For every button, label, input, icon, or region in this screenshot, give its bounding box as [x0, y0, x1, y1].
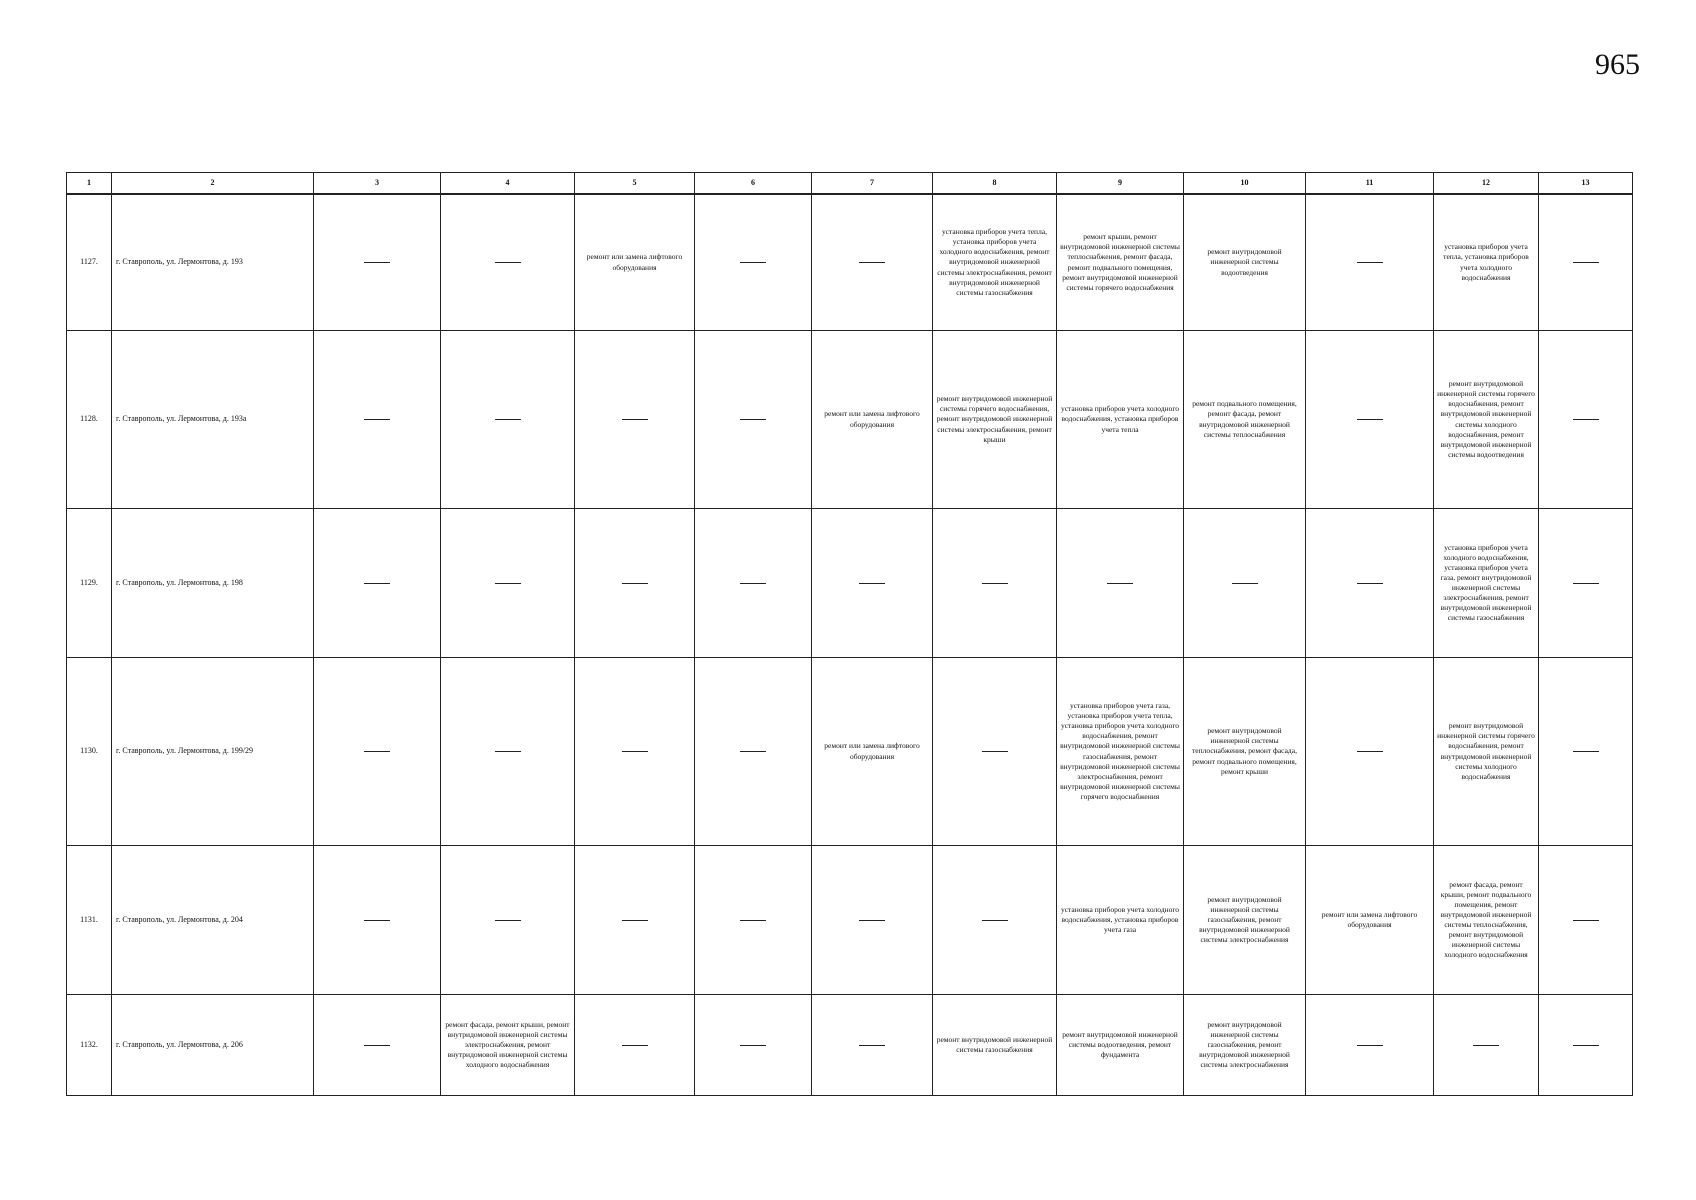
cell-col-8: ремонт внутридомовой инженерной системы газоснабжения [933, 995, 1057, 1096]
cell-col-3 [314, 846, 441, 995]
column-header: 2 [112, 173, 314, 195]
table-row [67, 331, 1633, 509]
cell-col-12: установка приборов учета тепла, установка приборов учета холодного водоснабжения [1434, 194, 1539, 331]
address-cell: г. Ставрополь, ул. Лермонтова, д. 206 [112, 995, 314, 1096]
table-row [67, 194, 1633, 331]
cell-col-11: ремонт или замена лифтового оборудования [1306, 846, 1434, 995]
cell-col-10: ремонт подвального помещения, ремонт фасада, ремонт внутридомовой инженерной системы теплоснабжения [1184, 331, 1306, 509]
cell-col-13 [1539, 658, 1633, 846]
cell-col-8: ремонт внутридомовой инженерной системы горячего водоснабжения, ремонт внутридомовой инженерной системы электроснабжения, ремонт крыши [933, 331, 1057, 509]
column-header: 1 [67, 173, 112, 195]
empty-dash [982, 920, 1008, 921]
empty-dash [982, 751, 1008, 752]
empty-dash [622, 583, 648, 584]
cell-col-4 [441, 194, 575, 331]
cell-col-10 [1184, 509, 1306, 658]
row-number: 1131. [67, 846, 112, 995]
empty-dash [1232, 583, 1258, 584]
cell-col-5 [575, 846, 695, 995]
empty-dash [1573, 262, 1599, 263]
address-cell: г. Ставрополь, ул. Лермонтова, д. 199/29 [112, 658, 314, 846]
empty-dash [1473, 1045, 1499, 1046]
empty-dash [1573, 920, 1599, 921]
empty-dash [495, 920, 521, 921]
column-header: 3 [314, 173, 441, 195]
cell-col-11 [1306, 995, 1434, 1096]
empty-dash [1357, 1045, 1383, 1046]
column-header: 5 [575, 173, 695, 195]
column-header: 13 [1539, 173, 1633, 195]
empty-dash [859, 583, 885, 584]
page-number: 965 [1595, 48, 1640, 81]
empty-dash [1573, 583, 1599, 584]
cell-col-6 [695, 194, 812, 331]
cell-col-4 [441, 331, 575, 509]
column-header: 8 [933, 173, 1057, 195]
address-cell: г. Ставрополь, ул. Лермонтова, д. 204 [112, 846, 314, 995]
cell-col-4 [441, 658, 575, 846]
empty-dash [1573, 751, 1599, 752]
table-body [67, 194, 1633, 1096]
cell-col-8: установка приборов учета тепла, установка приборов учета холодного водоснабжения, ремонт внутридомовой инженерной системы электроснабжения, ремонт внутридомовой инженерной системы газоснабжения [933, 194, 1057, 331]
empty-dash [1107, 583, 1133, 584]
column-header: 9 [1057, 173, 1184, 195]
cell-col-6 [695, 846, 812, 995]
cell-col-9: ремонт крыши, ремонт внутридомовой инженерной системы теплоснабжения, ремонт фасада, ремонт подвального помещения, ремонт внутридомовой инженерной системы горячего водоснабжения [1057, 194, 1184, 331]
cell-col-10: ремонт внутридомовой инженерной системы газоснабжения, ремонт внутридомовой инженерной системы электроснабжения [1184, 995, 1306, 1096]
empty-dash [364, 920, 390, 921]
cell-col-9: установка приборов учета холодного водоснабжения, установка приборов учета газа [1057, 846, 1184, 995]
empty-dash [495, 419, 521, 420]
column-header: 10 [1184, 173, 1306, 195]
cell-col-13 [1539, 509, 1633, 658]
empty-dash [740, 920, 766, 921]
empty-dash [1357, 583, 1383, 584]
cell-col-5 [575, 995, 695, 1096]
cell-col-7 [812, 846, 933, 995]
empty-dash [364, 751, 390, 752]
cell-col-8 [933, 846, 1057, 995]
table-header [67, 173, 1633, 195]
cell-col-7 [812, 509, 933, 658]
empty-dash [622, 1045, 648, 1046]
cell-col-8 [933, 658, 1057, 846]
table-row [67, 846, 1633, 995]
work-schedule-table [66, 172, 1633, 1096]
empty-dash [495, 262, 521, 263]
empty-dash [740, 583, 766, 584]
address-cell: г. Ставрополь, ул. Лермонтова, д. 193 [112, 194, 314, 331]
cell-col-12: установка приборов учета холодного водоснабжения, установка приборов учета газа, ремонт внутридомовой инженерной системы электроснабжения, ремонт внутридомовой инженерной системы газоснабжения [1434, 509, 1539, 658]
cell-col-5: ремонт или замена лифтового оборудования [575, 194, 695, 331]
cell-col-6 [695, 331, 812, 509]
table-row [67, 509, 1633, 658]
empty-dash [1357, 751, 1383, 752]
cell-col-13 [1539, 846, 1633, 995]
cell-col-12 [1434, 995, 1539, 1096]
cell-col-7: ремонт или замена лифтового оборудования [812, 331, 933, 509]
empty-dash [740, 1045, 766, 1046]
cell-col-3 [314, 331, 441, 509]
empty-dash [740, 262, 766, 263]
column-header: 4 [441, 173, 575, 195]
empty-dash [622, 419, 648, 420]
empty-dash [364, 419, 390, 420]
cell-col-9 [1057, 509, 1184, 658]
empty-dash [495, 751, 521, 752]
cell-col-10: ремонт внутридомовой инженерной системы водоотведения [1184, 194, 1306, 331]
cell-col-3 [314, 194, 441, 331]
cell-col-13 [1539, 194, 1633, 331]
address-cell: г. Ставрополь, ул. Лермонтова, д. 198 [112, 509, 314, 658]
empty-dash [982, 583, 1008, 584]
table-row [67, 658, 1633, 846]
cell-col-5 [575, 658, 695, 846]
column-number-row [67, 173, 1633, 195]
cell-col-9: ремонт внутридомовой инженерной системы водоотведения, ремонт фундамента [1057, 995, 1184, 1096]
cell-col-12: ремонт внутридомовой инженерной системы горячего водоснабжения, ремонт внутридомовой инженерной системы холодного водоснабжения [1434, 658, 1539, 846]
row-number: 1132. [67, 995, 112, 1096]
cell-col-8 [933, 509, 1057, 658]
cell-col-11 [1306, 331, 1434, 509]
cell-col-11 [1306, 658, 1434, 846]
cell-col-7: ремонт или замена лифтового оборудования [812, 658, 933, 846]
row-number: 1130. [67, 658, 112, 846]
cell-col-9: установка приборов учета газа, установка приборов учета тепла, установка приборов учета холодного водоснабжения, ремонт внутридомовой инженерной системы газоснабжения, ремонт внутридомовой инженерной системы электроснабжения, ремонт внутридомовой инженерной системы горячего водоснабжения [1057, 658, 1184, 846]
row-number: 1129. [67, 509, 112, 658]
empty-dash [364, 583, 390, 584]
empty-dash [859, 1045, 885, 1046]
cell-col-13 [1539, 331, 1633, 509]
empty-dash [740, 419, 766, 420]
column-header: 11 [1306, 173, 1434, 195]
table-row [67, 995, 1633, 1096]
cell-col-4 [441, 509, 575, 658]
empty-dash [622, 751, 648, 752]
cell-col-6 [695, 995, 812, 1096]
empty-dash [364, 262, 390, 263]
address-cell: г. Ставрополь, ул. Лермонтова, д. 193а [112, 331, 314, 509]
cell-col-4 [441, 846, 575, 995]
cell-col-12: ремонт внутридомовой инженерной системы горячего водоснабжения, ремонт внутридомовой инженерной системы холодного водоснабжения, ремонт внутридомовой инженерной системы водоотведения [1434, 331, 1539, 509]
cell-col-3 [314, 509, 441, 658]
cell-col-10: ремонт внутридомовой инженерной системы теплоснабжения, ремонт фасада, ремонт подвального помещения, ремонт крыши [1184, 658, 1306, 846]
cell-col-5 [575, 509, 695, 658]
cell-col-4: ремонт фасада, ремонт крыши, ремонт внутридомовой инженерной системы электроснабжения, ремонт внутридомовой инженерной системы холодного водоснабжения [441, 995, 575, 1096]
cell-col-3 [314, 995, 441, 1096]
cell-col-3 [314, 658, 441, 846]
cell-col-5 [575, 331, 695, 509]
column-header: 6 [695, 173, 812, 195]
row-number: 1127. [67, 194, 112, 331]
empty-dash [740, 751, 766, 752]
empty-dash [364, 1045, 390, 1046]
cell-col-7 [812, 194, 933, 331]
cell-col-7 [812, 995, 933, 1096]
empty-dash [1357, 419, 1383, 420]
empty-dash [622, 920, 648, 921]
empty-dash [859, 920, 885, 921]
cell-col-12: ремонт фасада, ремонт крыши, ремонт подвального помещения, ремонт внутридомовой инженерной системы теплоснабжения, ремонт внутридомовой инженерной системы холодного водоснабжения [1434, 846, 1539, 995]
column-header: 7 [812, 173, 933, 195]
cell-col-13 [1539, 995, 1633, 1096]
empty-dash [1357, 262, 1383, 263]
empty-dash [859, 262, 885, 263]
cell-col-11 [1306, 194, 1434, 331]
cell-col-9: установка приборов учета холодного водоснабжения, установка приборов учета тепла [1057, 331, 1184, 509]
cell-col-11 [1306, 509, 1434, 658]
empty-dash [1573, 1045, 1599, 1046]
column-header: 12 [1434, 173, 1539, 195]
empty-dash [1573, 419, 1599, 420]
row-number: 1128. [67, 331, 112, 509]
cell-col-10: ремонт внутридомовой инженерной системы газоснабжения, ремонт внутридомовой инженерной системы электроснабжения [1184, 846, 1306, 995]
cell-col-6 [695, 509, 812, 658]
cell-col-6 [695, 658, 812, 846]
empty-dash [495, 583, 521, 584]
